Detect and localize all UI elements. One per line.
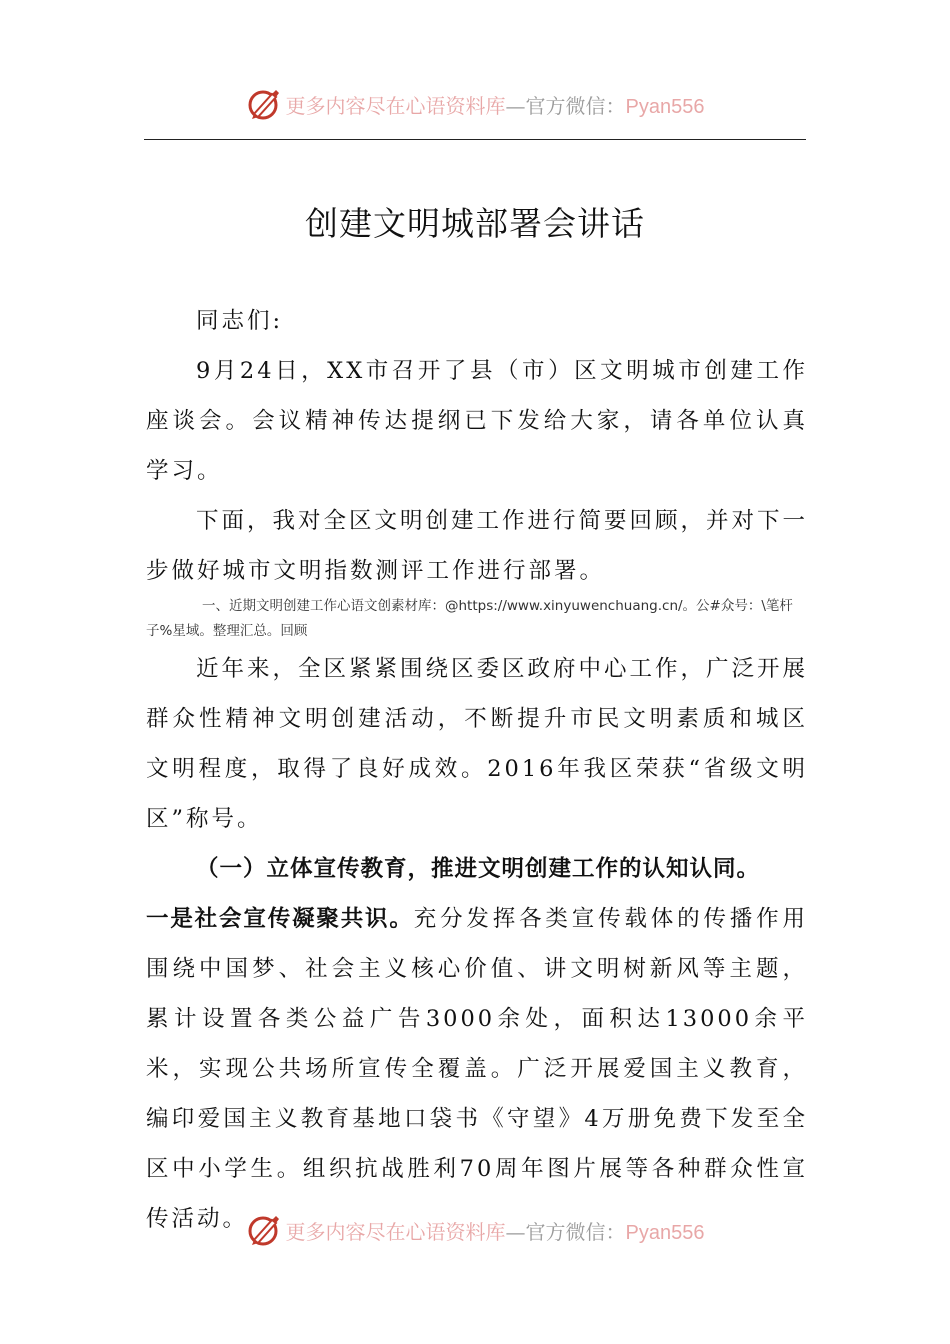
document-title: 创建文明城部署会讲话 <box>305 204 645 243</box>
pen-circle-logo-icon <box>246 1212 282 1248</box>
paragraph-1: 9月24日，XX市召开了县（市）区文明城市创建工作座谈会。会议精神传达提纲已下发给大家，请各单位认真学习。 <box>146 358 808 484</box>
banner-official-label: 官方微信： <box>525 93 626 118</box>
banner-separator: — <box>505 93 526 118</box>
section-note: 一、近期文明创建工作心语文创素材库：@https://www.xinyuwenchuang.cn/。公#众号：\笔杆子%星域。整理汇总。回顾 <box>146 598 793 639</box>
header-banner <box>0 82 950 126</box>
paragraph-3: 近年来，全区紧紧围绕区委区政府中心工作，广泛开展群众性精神文明创建活动，不断提升市民文明素质和城区文明程度，取得了良好成效。2016年我区荣获“省级文明区”称号。 <box>146 656 809 832</box>
pen-circle-logo-icon <box>246 86 282 122</box>
paragraph-4-body: 充分发挥各类宣传载体的传播作用围绕中国梦、社会主义核心价值、讲文明树新风等主题，累计设置各类公益广告3000余处，面积达13000余平米，实现公共场所宣传全覆盖。广泛开展爱国主义教育，编印爱国主义教育基地口袋书《守望》4万册免费下发至全区中小学生。组织抗战胜利70周年图片展等各种群众性宣传活动。 <box>146 906 808 1232</box>
banner-main-text: 更多内容尽在心语资料库 <box>285 1219 506 1244</box>
body-section-2 <box>146 644 808 1244</box>
paragraph-2: 下面，我对全区文明创建工作进行简要回顾，并对下一步做好城市文明指数测评工作进行部署。 <box>146 508 809 584</box>
banner-wechat-id: Pyan556 <box>625 95 705 118</box>
body-section-1 <box>146 296 808 596</box>
header-rule <box>144 139 806 140</box>
banner-main-text: 更多内容尽在心语资料库 <box>285 93 506 118</box>
paragraph-4 <box>146 894 808 1244</box>
greeting: 同志们: <box>196 308 284 334</box>
banner-separator: — <box>505 1219 526 1244</box>
paragraph-4-lead: 一是社会宣传凝聚共识。 <box>146 906 414 932</box>
banner-official-label: 官方微信： <box>525 1219 626 1244</box>
footer-banner <box>0 1208 950 1252</box>
banner-wechat-id: Pyan556 <box>625 1221 705 1244</box>
heading-1: （一）立体宣传教育，推进文明创建工作的认知认同。 <box>196 856 761 882</box>
